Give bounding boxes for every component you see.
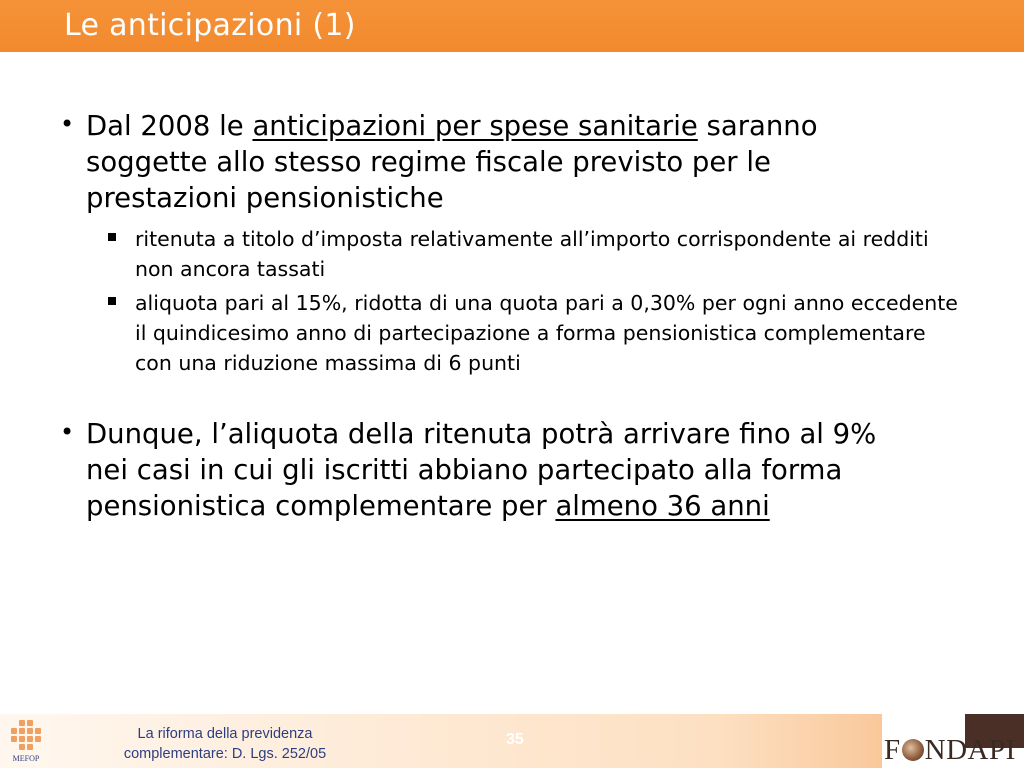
page-number: 35	[506, 731, 524, 748]
title-bar	[0, 0, 1024, 52]
mefop-logo	[6, 718, 46, 766]
square-bullet-icon	[108, 297, 116, 305]
fondapi-logo-text: NDAPI	[924, 734, 1016, 766]
bullet-dot-icon: •	[60, 418, 75, 446]
bullet-underlined-text: almeno 36 anni	[555, 490, 770, 522]
bullet-text-part: saranno soggette allo stesso regime fiscale previsto per le prestazioni pensionistiche	[86, 110, 818, 214]
fondapi-logo-text: F	[884, 734, 901, 766]
bullet-underlined-text: anticipazioni per spese sanitarie	[252, 110, 698, 142]
bullet-text-part: Dal 2008 le	[86, 110, 253, 142]
sub-bullet-text: ritenuta a titolo d’imposta relativamente all’importo corrispondente ai redditi non ancora tassati	[135, 227, 929, 281]
footer-caption-line: La riforma della previdenza	[137, 726, 313, 742]
fondapi-globe-icon	[902, 739, 924, 761]
bullet-text-part: Dunque, l’aliquota della ritenuta potrà arrivare fino al 9% nei casi in cui gli iscritti abbiano partecipato alla forma pensionistica complementare per	[86, 418, 877, 522]
bullet-text	[86, 108, 886, 216]
slide-title: Le anticipazioni (1)	[64, 8, 356, 43]
fondapi-logo	[884, 734, 1016, 767]
mefop-logo-text: MEFOP	[12, 754, 40, 763]
bullet-text	[86, 416, 906, 524]
bullet-dot-icon: •	[60, 110, 75, 138]
footer-caption-line: complementare: D. Lgs. 252/05	[123, 746, 327, 762]
footer-caption	[90, 724, 360, 764]
square-bullet-icon	[108, 233, 116, 241]
sub-bullet-text: aliquota pari al 15%, ridotta di una quota pari a 0,30% per ogni anno eccedente il quindicesimo anno di partecipazione a forma pensionistica complementare con una riduzione massima di 6 punti	[135, 291, 958, 375]
